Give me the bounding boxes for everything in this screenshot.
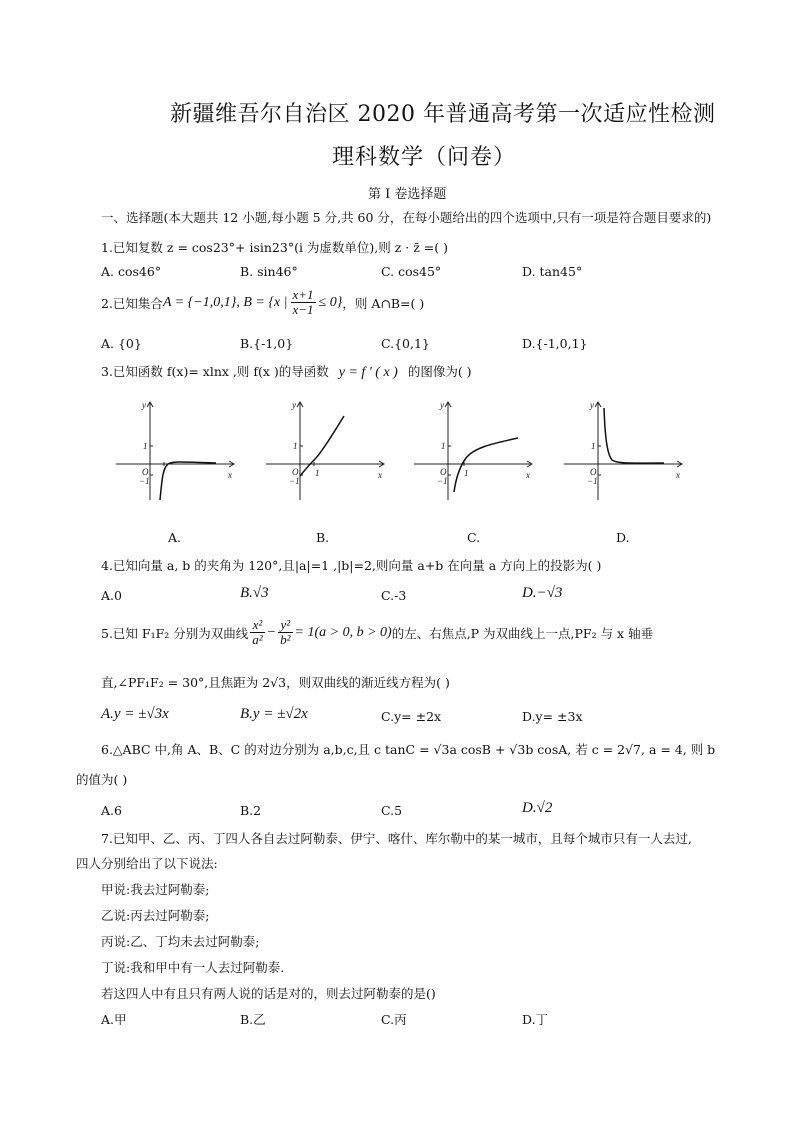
graph-c-minus-one-label: −1: [437, 476, 448, 486]
graph-a-origin-label: O: [142, 467, 149, 477]
question-1-stem: 1.已知复数 z = cos23°+ isin23°(i 为虚数单位),则 z · z̄ =( ): [101, 240, 449, 255]
question-7-statement-2: 乙说:丙去过阿勒泰;: [101, 908, 210, 923]
question-7-line-1: 7.已知甲、乙、丙、丁四人各自去过阿勒泰、伊宁、喀什、库尔勒中的某一城市，且每个城市只有一人去过,: [101, 831, 692, 846]
question-5-suffix: 的左、右焦点,P 为双曲线上一点,PF₂ 与 x 轴垂: [391, 625, 654, 641]
question-3-stem: [101, 362, 472, 381]
graph-a-minus-one-label: −1: [139, 476, 150, 486]
question-6-option-a[interactable]: A.6: [101, 803, 122, 818]
section-heading: 第 I 卷选择题: [368, 187, 447, 202]
graph-d-origin-label: O: [590, 467, 597, 477]
question-4-stem: 4.已知向量 a, b 的夹角为 120°,且|a|=1 ,|b|=2,则向量 a+b 在向量 a 方向上的投影为( ): [101, 558, 602, 573]
question-2-suffix: ，则 A∩B=( ): [342, 295, 425, 311]
question-1-option-c[interactable]: C. cos45°: [381, 264, 442, 279]
graph-c-x-label: x: [526, 470, 530, 480]
graph-c-x-one-label: 1: [464, 468, 469, 478]
question-2-option-a[interactable]: A. {0}: [101, 336, 142, 351]
question-4-option-d[interactable]: D.−√3: [522, 585, 563, 601]
question-5-line-2: 直,∠PF₁F₂ = 30°,且焦距为 2√3，则双曲线的渐近线方程为( ): [101, 675, 450, 690]
question-5-fraction-1-numerator: x²: [250, 618, 264, 633]
question-5-prefix: 5.已知 F₁F₂ 分别为双曲线: [101, 625, 249, 641]
question-1-option-b[interactable]: B. sin46°: [240, 264, 298, 279]
graph-d-one-label: 1: [591, 441, 596, 451]
question-2-set-b-tail: ≤ 0}: [318, 294, 343, 310]
graph-a-x-label: x: [228, 470, 232, 480]
question-4-option-b[interactable]: B.√3: [240, 585, 269, 601]
question-5-fraction-2: [278, 618, 292, 648]
graph-b-y-label: y: [292, 400, 296, 410]
question-2-fraction-numerator: x+1: [292, 287, 314, 302]
graph-a-label: A.: [168, 530, 182, 545]
section-intro: 一、选择题(本大题共 12 小题,每小题 5 分,共 60 分，在每小题给出的四个选项中,只有一项是符合题目要求的): [101, 210, 712, 225]
graph-d-y-label: y: [590, 400, 594, 410]
question-1-option-a[interactable]: A. cos46°: [101, 264, 162, 279]
question-5-fraction-2-denominator: b²: [280, 632, 291, 648]
graph-c-label: C.: [467, 530, 481, 545]
graph-b-label: B.: [316, 530, 330, 545]
question-5-fraction-1-denominator: a²: [252, 632, 263, 648]
page-title: 新疆维吾尔自治区 2020 年普通高考第一次适应性检测: [170, 102, 716, 127]
question-7-option-d[interactable]: D.丁: [522, 1012, 549, 1027]
graph-b-one-label: 1: [293, 441, 298, 451]
question-7-statement-4: 丁说:我和甲中有一人去过阿勒泰.: [101, 960, 285, 975]
graph-b-x-label: x: [378, 470, 382, 480]
graph-c-one-label: 1: [441, 441, 446, 451]
question-2-fraction-denominator: x−1: [292, 302, 314, 318]
question-7-statement-3: 丙说:乙、丁均未去过阿勒泰;: [101, 934, 260, 949]
question-2-option-c[interactable]: C.{0,1}: [381, 336, 430, 351]
question-5-minus: −: [266, 624, 277, 640]
question-6-option-c[interactable]: C.5: [381, 803, 403, 818]
question-6-option-d[interactable]: D.√2: [522, 800, 553, 816]
graph-a-one-label: 1: [143, 441, 148, 451]
graph-d-minus-one-label: −1: [587, 476, 598, 486]
question-2-stem: [101, 288, 424, 318]
question-5-stem: [101, 618, 653, 648]
question-5-equation: = 1(a > 0, b > 0): [294, 624, 392, 640]
question-5-option-c[interactable]: C.y= ±2x: [381, 709, 442, 724]
question-3-suffix: 的图像为( ): [407, 364, 472, 379]
question-5-fraction-1: [250, 618, 264, 648]
question-2-option-d[interactable]: D.{-1,0,1}: [522, 336, 588, 351]
question-2-option-b[interactable]: B.{-1,0}: [240, 336, 294, 351]
question-7-line-3: 若这四人中有且只有两人说的话是对的，则去过阿勒泰的是(): [101, 986, 436, 1001]
question-3-formula: y = f ' ( x ): [338, 365, 398, 380]
question-4-option-a[interactable]: A.0: [101, 588, 122, 603]
question-3-prefix: 3.已知函数 f(x)= xlnx ,则 f(x )的导函数: [101, 364, 329, 379]
question-7-option-b[interactable]: B.乙: [240, 1012, 266, 1027]
graph-a-y-label: y: [142, 400, 146, 410]
question-7-statement-1: 甲说:我去过阿勒泰;: [101, 882, 210, 897]
question-6-line-2: 的值为( ): [76, 772, 128, 787]
question-2-prefix: 2.已知集合: [101, 295, 163, 311]
question-1-option-d[interactable]: D. tan45°: [522, 264, 583, 279]
question-2-fraction: [291, 288, 316, 318]
graph-d[interactable]: [560, 396, 690, 506]
graph-c[interactable]: [410, 396, 540, 506]
question-5-fraction-2-numerator: y²: [278, 618, 292, 633]
graph-a[interactable]: [112, 396, 242, 506]
question-7-option-c[interactable]: C.丙: [381, 1012, 407, 1027]
graph-c-origin-label: O: [440, 467, 447, 477]
question-5-option-d[interactable]: D.y= ±3x: [522, 709, 583, 724]
question-6-line-1: 6.△ABC 中,角 A、B、C 的对边分别为 a,b,c,且 c tanC = √3a cosB + √3b cosA, 若 c = 2√7, a = 4, 则 b: [101, 742, 716, 757]
question-7-option-a[interactable]: A.甲: [101, 1012, 127, 1027]
question-7-line-2: 四人分别给出了以下说法:: [76, 856, 218, 871]
graph-b[interactable]: [262, 396, 392, 506]
graph-b-minus-one-label: −1: [289, 476, 300, 486]
question-6-option-b[interactable]: B.2: [240, 803, 262, 818]
question-2-set-a: A = {−1,0,1}, B = {x |: [162, 294, 288, 310]
question-5-option-a[interactable]: A.y = ±√3x: [101, 706, 169, 722]
graph-b-origin-label: O: [292, 467, 299, 477]
question-4-option-c[interactable]: C.-3: [381, 588, 407, 603]
graph-c-y-label: y: [440, 400, 444, 410]
graph-d-x-label: x: [676, 470, 680, 480]
graph-d-label: D.: [616, 530, 630, 545]
graph-b-x-one-label: 1: [315, 468, 320, 478]
page-subtitle: 理科数学（问卷）: [332, 145, 517, 170]
question-5-option-b[interactable]: B.y = ±√2x: [240, 706, 308, 722]
